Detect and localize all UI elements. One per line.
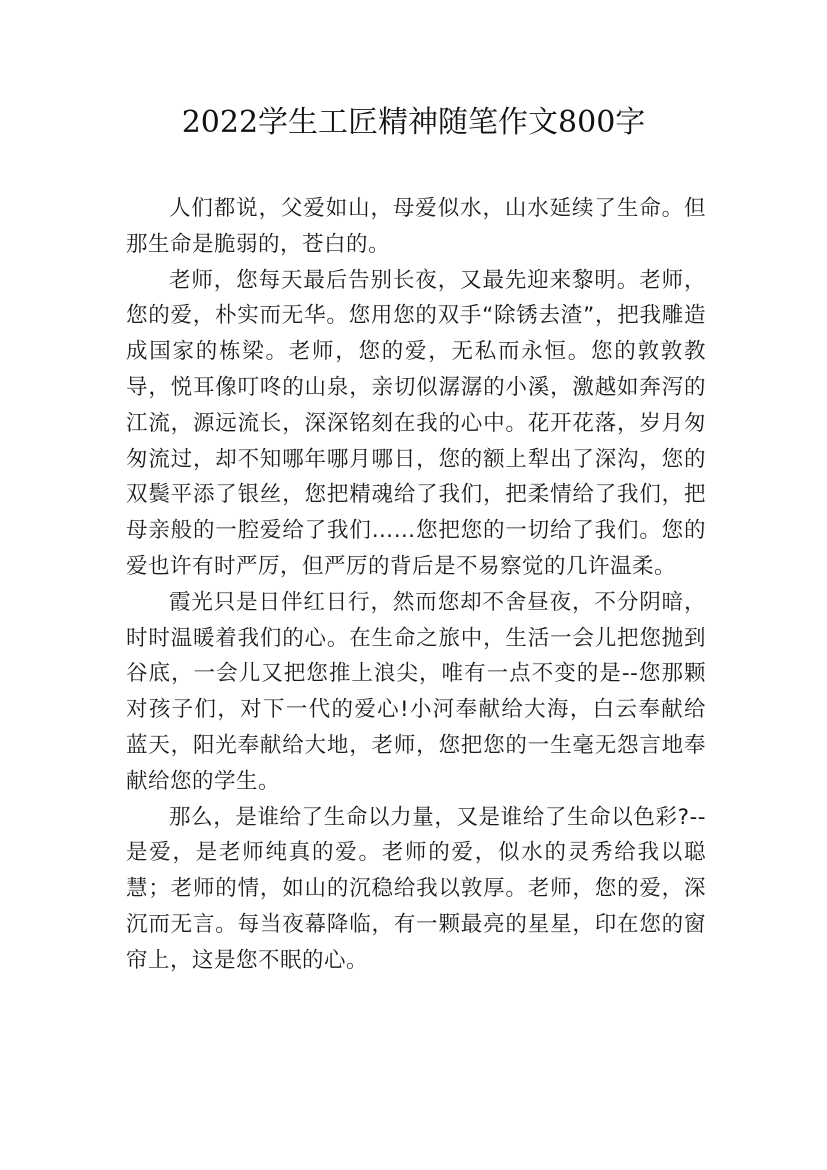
document-body [126, 191, 706, 979]
paragraph-2: 老师，您每天最后告别长夜，又最先迎来黎明。老师，您的爱，朴实而无华。您用您的双手“除锈去渣”，把我雕造成国家的栋梁。老师，您的爱，无私而永恒。您的敦敦教导，悦耳像叮咚的山泉，亲切似潺潺的小溪，激越如奔泻的江流，源远流长，深深铭刻在我的心中。花开花落，岁月匆匆流过，却不知哪年哪月哪日，您的额上犁出了深沟，您的双鬓平添了银丝，您把精魂给了我们，把柔情给了我们，把母亲般的一腔爱给了我们……您把您的一切给了我们。您的爱也许有时严厉，但严厉的背后是不易察觉的几许温柔。 [126, 267, 706, 579]
paragraph-3: 霞光只是日伴红日行，然而您却不舍昼夜，不分阴暗，时时温暖着我们的心。在生命之旅中，生活一会儿把您抛到谷底，一会儿又把您推上浪尖，唯有一点不变的是--您那颗对孩子们，对下一代的爱心!小河奉献给大海，白云奉献给蓝天，阳光奉献给大地，老师，您把您的一生毫无怨言地奉献给您的学生。 [126, 589, 706, 794]
document-title: 2022学生工匠精神随笔作文800字 [181, 105, 646, 140]
paragraph-1: 人们都说，父爱如山，母爱似水，山水延续了生命。但那生命是脆弱的，苍白的。 [126, 196, 706, 257]
paragraph-4: 那么，是谁给了生命以力量，又是谁给了生命以色彩?--是爱，是老师纯真的爱。老师的爱，似水的灵秀给我以聪慧；老师的情，如山的沉稳给我以敦厚。老师，您的爱，深沉而无言。每当夜幕降临，有一颗最亮的星星，印在您的窗帘上，这是您不眠的心。 [126, 804, 706, 973]
